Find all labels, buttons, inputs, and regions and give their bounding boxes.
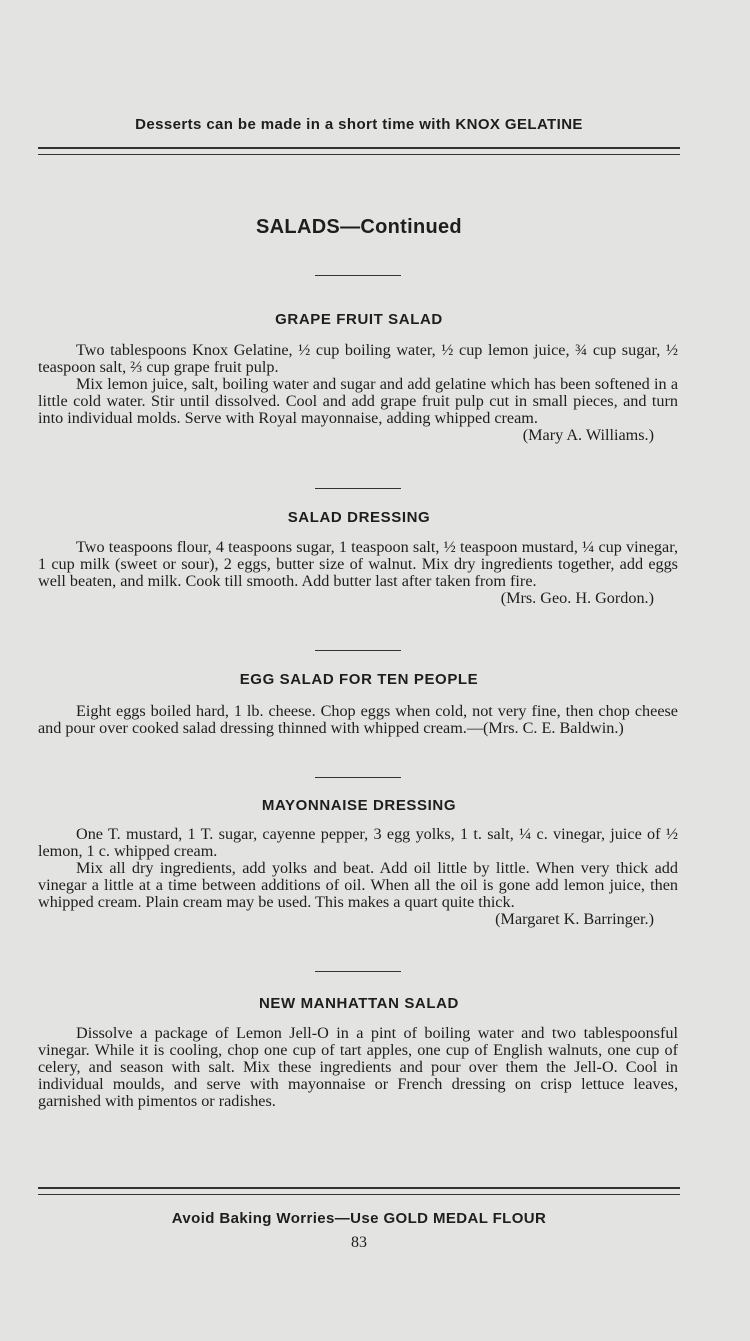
recipe-attribution: (Mary A. Williams.) (522, 426, 654, 444)
recipe-title-salad-dressing: SALAD DRESSING (287, 509, 431, 526)
recipe-divider (315, 971, 401, 972)
page-header: Desserts can be made in a short time with KNOX GELATINE (135, 116, 583, 133)
recipe-divider (315, 275, 401, 276)
recipe-paragraph: Mix lemon juice, salt, boiling water and sugar and add gelatine which has been softened in a little cold water. Stir until dissolved. Cool and add grape fruit pulp cut in small pieces, and turn into individual molds. Serve with Royal mayonnaise, adding whipped cream. (38, 375, 678, 427)
recipe-title-new-manhattan-salad: NEW MANHATTAN SALAD (259, 995, 459, 1012)
recipe-title-mayonnaise-dressing: MAYONNAISE DRESSING (261, 797, 457, 814)
recipe-body-new-manhattan-salad (38, 1025, 678, 1110)
recipe-body-grape-fruit-salad (38, 342, 678, 444)
recipe-divider (315, 777, 401, 778)
recipe-paragraph: Mix all dry ingredients, add yolks and beat. Add oil little by little. When very thick add vinegar a little at a time between additions of oil. When all the oil is gone add lemon juice, then whipped cream. Plain cream may be used. This makes a quart quite thick. (38, 859, 678, 911)
recipe-paragraph: Eight eggs boiled hard, 1 lb. cheese. Chop eggs when cold, not very fine, then chop cheese and pour over cooked salad dressing thinned with whipped cream.—(Mrs. C. E. Baldwin.) (38, 702, 678, 737)
header-divider (38, 147, 680, 155)
footer-divider (38, 1187, 680, 1195)
recipe-paragraph: Two teaspoons flour, 4 teaspoons sugar, 1 teaspoon salt, ½ teaspoon mustard, ¼ cup vinegar, 1 cup milk (sweet or sour), 2 eggs, butter size of walnut. Mix dry ingredients together, add eggs well beaten, and milk. Cook till smooth. Add butter last after taken from fire. (38, 538, 678, 590)
recipe-title-grape-fruit-salad: GRAPE FRUIT SALAD (275, 311, 443, 328)
recipe-paragraph: Two tablespoons Knox Gelatine, ½ cup boiling water, ½ cup lemon juice, ¾ cup sugar, ½ teaspoon salt, ⅔ cup grape fruit pulp. (38, 341, 678, 376)
recipe-divider (315, 650, 401, 651)
page-number: 83 (351, 1234, 367, 1251)
page-footer: Avoid Baking Worries—Use GOLD MEDAL FLOUR (171, 1210, 547, 1227)
recipe-paragraph: One T. mustard, 1 T. sugar, cayenne pepper, 3 egg yolks, 1 t. salt, ¼ c. vinegar, juice of ½ lemon, 1 c. whipped cream. (38, 825, 678, 860)
recipe-body-mayonnaise-dressing (38, 826, 678, 928)
recipe-attribution: (Margaret K. Barringer.) (495, 910, 654, 928)
recipe-body-egg-salad (38, 703, 678, 737)
recipe-divider (315, 488, 401, 489)
recipe-title-egg-salad: EGG SALAD FOR TEN PEOPLE (239, 671, 479, 688)
recipe-attribution: (Mrs. Geo. H. Gordon.) (500, 589, 654, 607)
section-title: SALADS—Continued (256, 216, 462, 238)
recipe-paragraph: Dissolve a package of Lemon Jell-O in a pint of boiling water and two tablespoonsful vinegar. While it is cooling, chop one cup of tart apples, one cup of English walnuts, one cup of celery, and season with salt. Mix these ingredients and pour over them the Jell-O. Cool in individual moulds, and serve with mayonnaise or French dressing on crisp lettuce leaves, garnished with pimentos or radishes. (38, 1024, 678, 1110)
recipe-body-salad-dressing (38, 539, 678, 607)
